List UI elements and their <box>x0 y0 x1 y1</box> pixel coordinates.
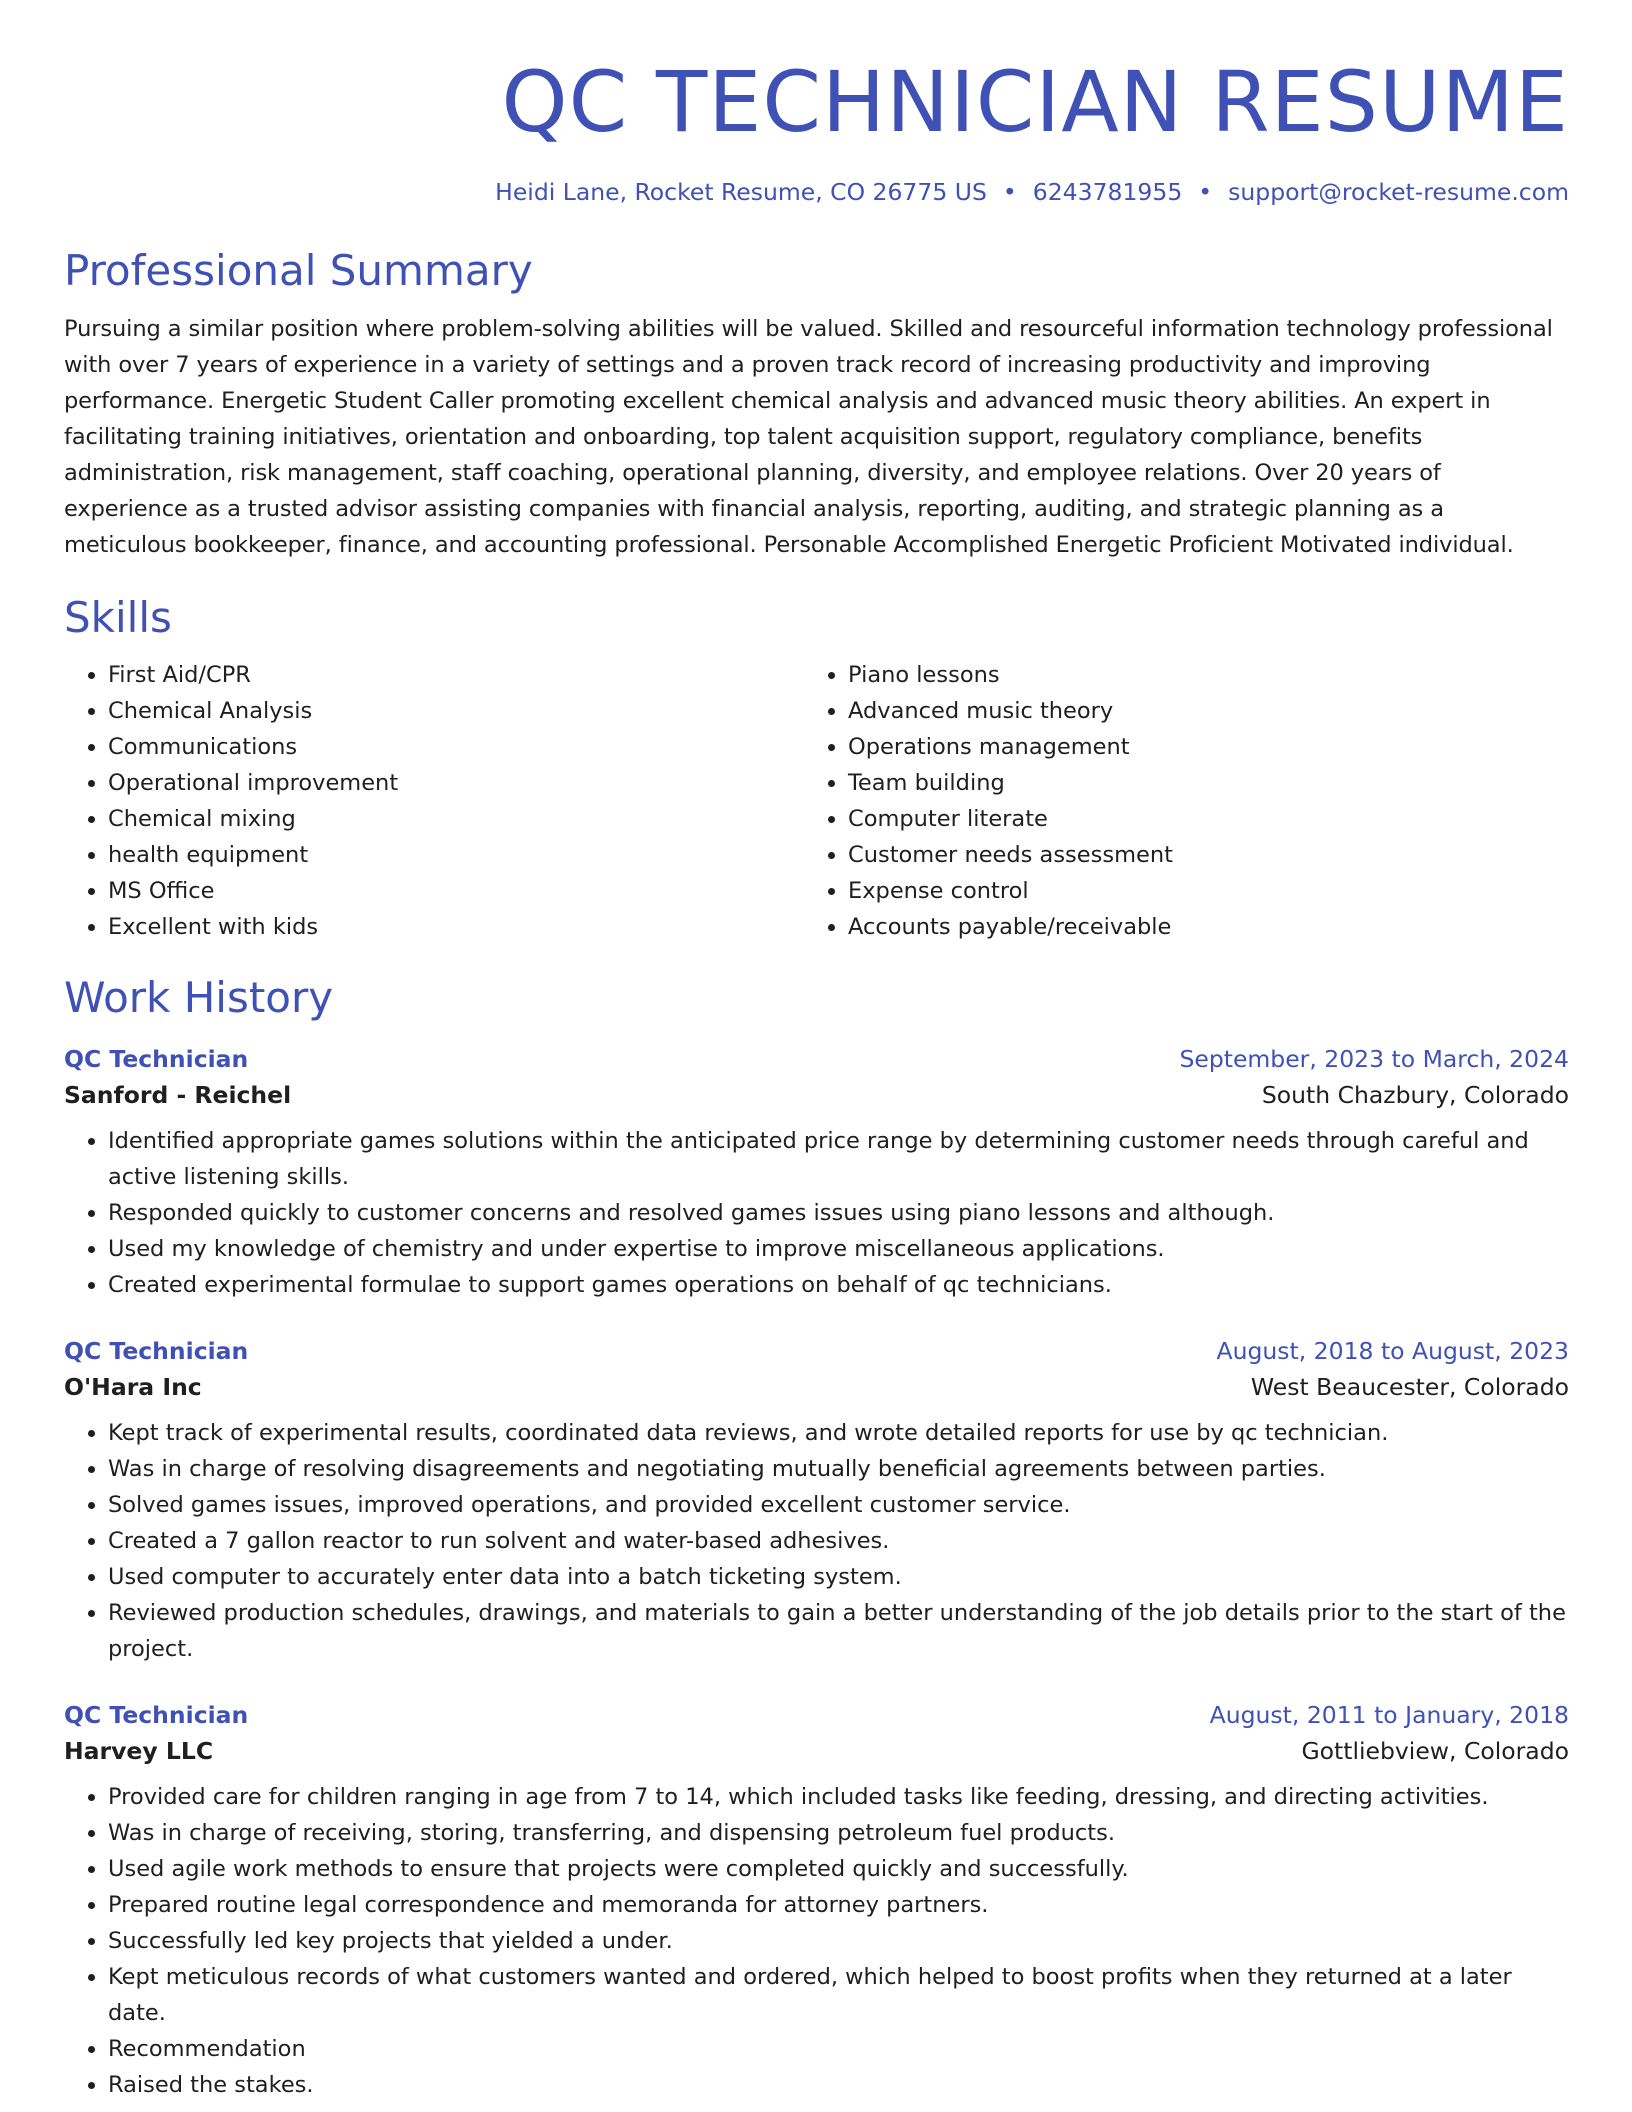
job-bullets <box>64 1123 1569 1303</box>
job-bullet: • Was in charge of receiving, storing, transferring, and dispensing petroleum fuel products. <box>108 1815 1569 1851</box>
job-location: Gottliebview, Colorado <box>1301 1737 1569 1765</box>
summary-heading: Professional Summary <box>64 246 533 295</box>
job-bullet: • Responded quickly to customer concerns and resolved games issues using piano lessons and although. <box>108 1195 1569 1231</box>
job-location: South Chazbury, Colorado <box>1261 1081 1569 1109</box>
job-subheader <box>64 1737 1569 1765</box>
company-name: Sanford - Reichel <box>64 1081 292 1109</box>
job-bullet: • Kept track of experimental results, coordinated data reviews, and wrote detailed reports for use by qc technician. <box>108 1415 1569 1451</box>
job-bullet: • Kept meticulous records of what customers wanted and ordered, which helped to boost profits when they returned at a later date. <box>108 1959 1569 2031</box>
skills-column-left <box>64 657 804 945</box>
job-bullet: • Created experimental formulae to support games operations on behalf of qc technicians. <box>108 1267 1569 1303</box>
skill-item: • Chemical mixing <box>108 801 804 837</box>
skill-item: • Computer literate <box>848 801 1544 837</box>
job-bullet: • Prepared routine legal correspondence and memoranda for attorney partners. <box>108 1887 1569 1923</box>
job-bullet: • Identified appropriate games solutions within the anticipated price range by determining customer needs through careful and active listening skills. <box>108 1123 1569 1195</box>
skills-heading: Skills <box>64 593 172 642</box>
skills-list <box>64 657 1569 945</box>
job-bullet: • Used my knowledge of chemistry and under expertise to improve miscellaneous applications. <box>108 1231 1569 1267</box>
job-subheader <box>64 1081 1569 1109</box>
contact-line <box>64 178 1569 206</box>
summary-text: Pursuing a similar position where problem-solving abilities will be valued. Skilled and resourceful information technology professional with over 7 years of experience in a variety of settings and a proven track record of increasing productivity and improving performance. Energetic Student Caller promoting excellent chemical analysis and advanced music theory abilities. An expert in facilitating training initiatives, orientation and onboarding, top talent acquisition support, regulatory compliance, benefits administration, risk management, staff coaching, operational planning, diversity, and employee relations. Over 20 years of experience as a trusted advisor assisting companies with financial analysis, reporting, auditing, and strategic planning as a meticulous bookkeeper, finance, and accounting professional. Personable Accomplished Energetic Proficient Motivated individual. <box>64 316 1553 558</box>
contact-email[interactable]: support@rocket-resume.com <box>1228 178 1569 206</box>
contact-address: Heidi Lane, Rocket Resume, CO 26775 US <box>495 178 987 206</box>
job-title: QC Technician <box>64 1045 249 1073</box>
resume-title: QC TECHNICIAN RESUME <box>501 53 1569 151</box>
job-header <box>64 1337 1569 1365</box>
job-bullet: • Solved games issues, improved operations, and provided excellent customer service. <box>108 1487 1569 1523</box>
job-header <box>64 1045 1569 1073</box>
job-location: West Beaucester, Colorado <box>1250 1373 1569 1401</box>
job-title: QC Technician <box>64 1701 249 1729</box>
skill-item: • health equipment <box>108 837 804 873</box>
job-bullet: • Recommendation <box>108 2031 1569 2067</box>
job-bullets <box>64 1779 1569 2103</box>
job-bullet: • Raised the stakes. <box>108 2067 1569 2103</box>
skill-item: • Operations management <box>848 729 1544 765</box>
job-entry <box>64 1701 1569 2103</box>
contact-phone[interactable]: 6243781955 <box>1032 178 1183 206</box>
skill-item: • Excellent with kids <box>108 909 804 945</box>
job-entry <box>64 1045 1569 1303</box>
skill-item: • Communications <box>108 729 804 765</box>
job-dates: August, 2011 to January, 2018 <box>1209 1701 1569 1729</box>
contact-separator: • <box>1002 178 1017 206</box>
work-history-list <box>64 1045 1569 2103</box>
company-name: Harvey LLC <box>64 1737 214 1765</box>
job-dates: September, 2023 to March, 2024 <box>1179 1045 1569 1073</box>
skills-column-right <box>804 657 1544 945</box>
job-bullet: • Used computer to accurately enter data into a batch ticketing system. <box>108 1559 1569 1595</box>
job-bullet: • Used agile work methods to ensure that projects were completed quickly and successfully. <box>108 1851 1569 1887</box>
skill-item: • MS Office <box>108 873 804 909</box>
skill-item: • Piano lessons <box>848 657 1544 693</box>
job-bullet: • Was in charge of resolving disagreements and negotiating mutually beneficial agreements between parties. <box>108 1451 1569 1487</box>
company-name: O'Hara Inc <box>64 1373 202 1401</box>
job-bullets <box>64 1415 1569 1667</box>
skill-item: • Operational improvement <box>108 765 804 801</box>
skill-item: • Advanced music theory <box>848 693 1544 729</box>
skill-item: • Accounts payable/receivable <box>848 909 1544 945</box>
job-title: QC Technician <box>64 1337 249 1365</box>
job-subheader <box>64 1373 1569 1401</box>
skill-item: • Team building <box>848 765 1544 801</box>
job-bullet: • Reviewed production schedules, drawings, and materials to gain a better understanding of the job details prior to the start of the project. <box>108 1595 1569 1667</box>
job-entry <box>64 1337 1569 1667</box>
job-dates: August, 2018 to August, 2023 <box>1216 1337 1569 1365</box>
skill-item: • Customer needs assessment <box>848 837 1544 873</box>
skill-item: • Expense control <box>848 873 1544 909</box>
skill-item: • Chemical Analysis <box>108 693 804 729</box>
work-history-heading: Work History <box>64 973 334 1022</box>
contact-separator: • <box>1198 178 1213 206</box>
job-bullet: • Successfully led key projects that yielded a under. <box>108 1923 1569 1959</box>
skill-item: • First Aid/CPR <box>108 657 804 693</box>
job-header <box>64 1701 1569 1729</box>
job-bullet: • Created a 7 gallon reactor to run solvent and water-based adhesives. <box>108 1523 1569 1559</box>
job-bullet: • Provided care for children ranging in age from 7 to 14, which included tasks like feeding, dressing, and directing activities. <box>108 1779 1569 1815</box>
